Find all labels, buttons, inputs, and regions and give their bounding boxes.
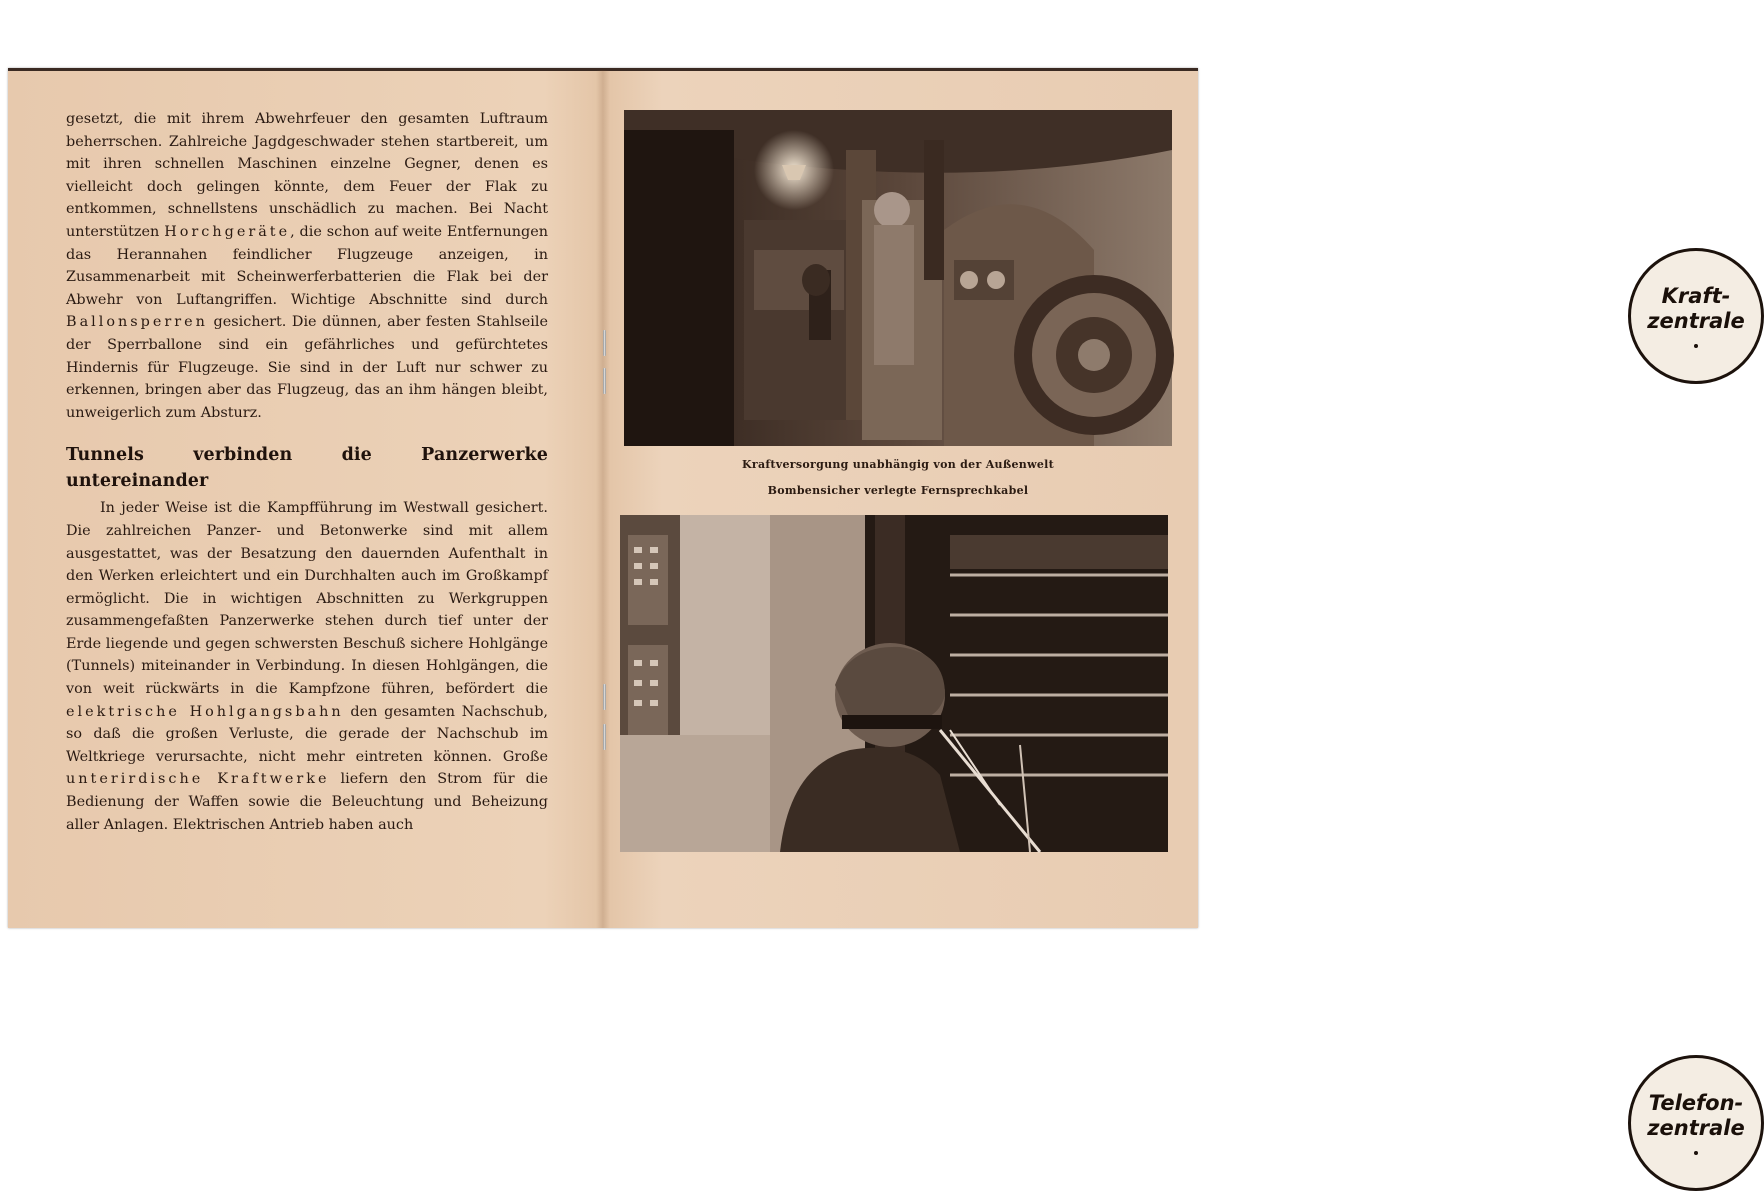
photo-caption: Kraftversorgung unabhängig von der Außenwelt — [741, 458, 1055, 471]
body-paragraph — [66, 108, 548, 424]
badge-label: Telefon- — [1648, 1091, 1744, 1115]
staple — [603, 684, 606, 710]
power-station-illustration — [624, 110, 1172, 446]
spaced-term: Horchgeräte — [164, 223, 291, 240]
staple — [603, 724, 606, 750]
telefonzentrale-badge — [1628, 1055, 1764, 1191]
paragraph-text: , die schon auf weite Entfernungen das Herannahen feindlicher Flugzeuge anzeigen, in Zusammenarbeit mit Scheinwerferbatterien die Flak bei der Abwehr von Luftangriffen. Wichtige Abschnitte sind durch — [66, 223, 548, 308]
paragraph-text: den gesamten Nachschub, so daß die großen Verluste, die gerade der Nachschub im Weltkriege verursachte, nicht mehr eintreten können. Große — [66, 703, 548, 765]
power-station-photo — [624, 110, 1745, 446]
badge-label: zentrale — [1647, 1116, 1745, 1140]
spaced-term: unterirdische Kraftwerke — [66, 771, 330, 788]
paragraph-text: gesetzt, die mit ihrem Abwehrfeuer den gesamten Luftraum beherrschen. Zahlreiche Jagdgeschwader stehen startbereit, um mit ihren schnellen Maschinen einzelne Gegner, denen es vielleicht doch gelingen könnte, dem Feuer der Flak zu entkommen, schnellstens unschädlich zu machen. Bei Nacht unterstützen — [66, 111, 548, 240]
staple — [603, 330, 606, 356]
paragraph-text: gesichert. Die dünnen, aber festen Stahlseile der Sperrballone sind ein gefährliches und gefürchtetes Hindernis für Flugzeuge. Sie sind in der Luft nur schwer zu erkennen, bringen aber das Flugzeug, das an ihm hängen bleibt, unweigerlich zum Absturz. — [66, 314, 548, 421]
booklet-gutter — [596, 70, 610, 928]
badge-dot — [1694, 344, 1698, 348]
kraftzentrale-badge — [1628, 248, 1764, 384]
badge-dot — [1694, 1151, 1698, 1155]
spaced-term: elektrische Hohlgangsbahn — [66, 703, 344, 720]
spaced-term: Ballonsperren — [66, 314, 208, 331]
section-heading: Tunnels verbinden die Panzerwerke untereinander — [66, 445, 548, 492]
badge-label: zentrale — [1647, 309, 1745, 333]
telephone-exchange-photo — [620, 515, 1745, 1140]
photo-caption: Bombensicher verlegte Fernsprechkabel — [767, 484, 1029, 497]
staple — [603, 368, 606, 394]
body-paragraph — [66, 497, 548, 836]
paragraph-text: In jeder Weise ist die Kampfführung im Westwall gesichert. Die zahlreichen Panzer- und Betonwerke sind mit allem ausgestattet, was der Besatzung den dauernden Aufenthalt in den Werken erleichtert und ein Durchhalten auch im Großkampf ermöglicht. Die in wichtigen Abschnitten zu Werkgruppen zusammengefaßten Panzerwerke stehen durch tief unter der Erde liegende und gegen schwersten Beschuß sichere Hohlgänge (Tunnels) miteinander in Verbindung. In diesen Hohlgängen, die von weit rückwärts in die Kampfzone führen, befördert die — [66, 500, 548, 698]
paragraph-text: liefern den Strom für die Bedienung der Waffen sowie die Beleuchtung und Beheizung aller Anlagen. Elektrischen Antrieb haben auch — [66, 771, 548, 833]
badge-label: Kraft- — [1661, 284, 1731, 308]
telephone-exchange-illustration — [620, 515, 1168, 852]
left-page-text — [66, 108, 548, 836]
